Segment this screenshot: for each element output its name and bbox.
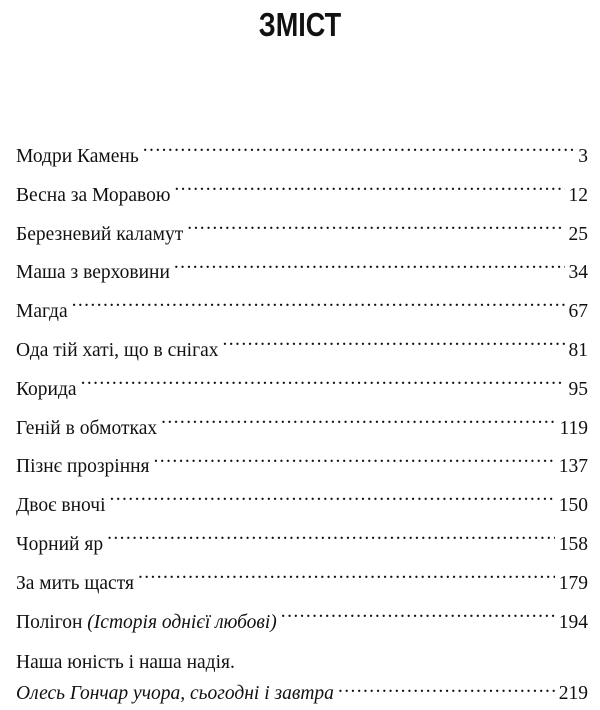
page-title: ЗМІСТ: [258, 6, 342, 43]
toc-entry-page: 150: [558, 495, 588, 517]
toc-entry-page: 119: [559, 417, 588, 439]
toc-entry-page: 3: [578, 146, 588, 167]
dot-leader: [223, 336, 565, 356]
toc-entry-title-main: Полігон: [16, 611, 83, 633]
dot-leader: [138, 569, 555, 589]
toc-entry-title: Весна за Моравою: [16, 184, 171, 206]
dot-leader: [154, 453, 555, 473]
table-of-contents: [16, 138, 588, 710]
toc-entry-second-line: [16, 678, 588, 710]
dot-leader: [81, 375, 565, 395]
toc-entry[interactable]: [16, 332, 588, 371]
toc-entry-title: Пізнє прозріння: [16, 456, 150, 478]
toc-entry-title: Березневий каламут: [16, 223, 184, 245]
toc-entry-title: Ода тій хаті, що в снігах: [16, 339, 219, 361]
toc-entry-page: 95: [568, 378, 588, 400]
toc-entry-page: 158: [558, 533, 588, 555]
dot-leader: [161, 414, 555, 434]
toc-entry[interactable]: [16, 410, 588, 449]
toc-entry-title: Маша з верховини: [16, 262, 170, 284]
dot-leader: [72, 298, 565, 318]
dot-leader: [281, 608, 555, 628]
dot-leader: [174, 259, 565, 279]
toc-entry-title: Чорний яр: [16, 533, 104, 555]
toc-entry-title: Корида: [16, 378, 77, 400]
toc-entry-title-subtitle: (Історія однієї любові): [87, 611, 277, 633]
toc-entry[interactable]: [16, 371, 588, 410]
toc-entry[interactable]: [16, 216, 588, 255]
toc-entry-page: 34: [568, 262, 588, 284]
toc-entry[interactable]: [16, 177, 588, 216]
dot-leader: [338, 680, 555, 700]
toc-entry-title: Модри Камень: [16, 146, 139, 167]
toc-entry[interactable]: [16, 254, 588, 293]
toc-entry-page: 137: [558, 456, 588, 478]
toc-entry[interactable]: [16, 604, 588, 643]
toc-entry-title: Двоє вночі: [16, 495, 106, 517]
toc-entry-page: 179: [558, 572, 588, 594]
toc-entry-multiline[interactable]: [16, 648, 588, 710]
toc-entry-page: 25: [568, 223, 588, 245]
toc-entry-title: Геній в обмотках: [16, 417, 158, 439]
toc-entry-page: 12: [568, 184, 588, 206]
toc-entry[interactable]: [16, 565, 588, 604]
toc-entry[interactable]: [16, 448, 588, 487]
toc-entry-title: [16, 604, 277, 643]
dot-leader: [174, 181, 564, 201]
dot-leader: [143, 143, 574, 163]
toc-entry-page: 81: [568, 339, 588, 361]
toc-entry-page: 219: [558, 683, 588, 705]
toc-entry[interactable]: [16, 526, 588, 565]
toc-entry-page: 67: [568, 301, 588, 323]
toc-entry[interactable]: [16, 138, 588, 177]
toc-entry-title: За мить щастя: [16, 572, 134, 594]
toc-entry[interactable]: [16, 487, 588, 526]
toc-entry-page: 194: [558, 611, 588, 633]
toc-entry-title: Наша юність і наша надія.: [16, 652, 235, 674]
toc-entry[interactable]: [16, 293, 588, 332]
toc-entry-title: Магда: [16, 301, 68, 323]
dot-leader: [107, 530, 555, 550]
toc-entry-subtitle: Олесь Гончар учора, сьогодні і завтра: [16, 683, 334, 705]
dot-leader: [109, 492, 554, 512]
dot-leader: [187, 220, 564, 240]
